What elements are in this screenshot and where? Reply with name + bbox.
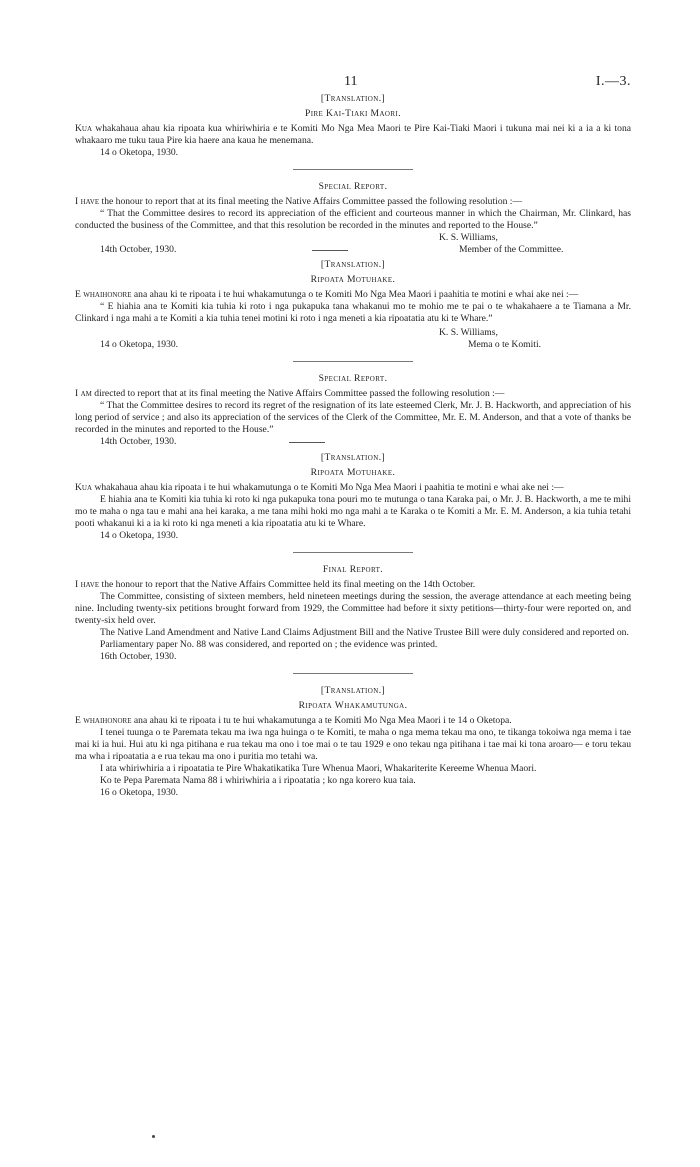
date-text: 14th October, 1930. (100, 244, 177, 255)
section-title: Ripoata Motuhake. (310, 274, 396, 285)
stray-mark (152, 1135, 155, 1138)
body-paragraph: Parliamentary paper No. 88 was considered, and reported on ; the evidence was printed. (100, 639, 438, 650)
signatory-role: Member of the Committee. (459, 244, 564, 255)
section-special-report-chairman (75, 181, 631, 256)
date-line (75, 651, 631, 663)
body-paragraph: E hiahia ana te Komiti kia tuhia ki roto ki nga pukapuka tona pouri mo te mutunga o tana Karaka pai, o Mr. J. B. Hackworth, a me te mihi mo te maha o nga tau e mahi ana hei karaka, a me tana mihi hoki mo nga mahi a te Karaka o te Komiti a Mr. E. M. Anderson, a kia tuhia tetahi pooti whakanui ki a ia ki roto ki nga meneti a kia ripoatatia atu ki te Whare. (75, 494, 631, 529)
opening-paragraph (75, 482, 631, 494)
lead-word: E whaihonore (75, 289, 132, 300)
translation-tag: [Translation.] (320, 452, 386, 463)
resolution-quote: “ E hiahia ana te Komiti kia tuhia ki roto i nga pukapuka tana whakanui mo te mohio me te pai o te whakahaere a te Tiamana a Mr. Clinkard i nga mahi a te Komiti a kia tuhia tenei motini ki roto i nga meneti a kia ripoatatia atu ki te Whare.” (75, 301, 631, 324)
section-separator (293, 673, 413, 674)
paragraph-text: whakahaua ahau kia ripoata kua whiriwhiria e te Komiti Mo Nga Mea Maori te Pire Kai-Tiaki Maori i tukuna mai nei ki a ia a ki tona whakaaro me tuku taua Pire kia haere ana kaua he menemana. (75, 123, 631, 146)
lead-word: I have (75, 579, 100, 590)
signatory-name: K. S. Williams, (439, 327, 498, 338)
section-title: Ripoata Motuhake. (310, 467, 396, 478)
resolution-quote: “ That the Committee desires to record its regret of the resignation of its late esteemed Clerk, Mr. J. B. Hackworth, and appreciation of his long period of service ; and also its appreciation of the services of the Clerk of the Committee, Mr. E. M. Anderson, and that a vote of thanks be recorded in the minutes and reported to the House.” (75, 400, 631, 435)
page-number: 11 (344, 74, 358, 89)
translation-tag: [Translation.] (320, 93, 386, 104)
translation-tag: [Translation.] (320, 685, 386, 696)
document-reference: I.—3. (595, 74, 631, 89)
opening-paragraph (75, 388, 631, 400)
date-line (75, 147, 631, 159)
opening-paragraph (75, 196, 631, 208)
paragraph-text: ana ahau ki te ripoata i tu te hui whakamutunga a te Komiti Mo Nga Mea Maori i te 14 o Oketopa. (131, 715, 512, 726)
document-body (75, 93, 631, 799)
translation-tag: [Translation.] (320, 259, 386, 270)
signature-name-line (75, 327, 631, 339)
lead-word: I am (75, 388, 92, 399)
lead-word: Kua (75, 123, 93, 134)
paragraph-text: the honour to report that the Native Affairs Committee held its final meeting on the 14th October. (99, 579, 476, 590)
date-signature-line (75, 244, 631, 256)
short-rule (289, 442, 325, 443)
section-separator (293, 361, 413, 362)
section-title: Ripoata Whakamutunga. (298, 700, 408, 711)
paragraph-text: whakahaua ahau kia ripoata i te hui whakamutunga o te Komiti Mo Nga Mea Maori i paahitia te motini e whai ake nei :— (92, 482, 564, 493)
paragraph-text: directed to report that at its final meeting the Native Affairs Committee passed the following resolution :— (91, 388, 505, 399)
body-paragraph: The Committee, consisting of sixteen members, held nineteen meetings during the session, the average attendance at each meeting being nine. Including twenty-six petitions brought forward from 1929, the Committee had before it sixty petitions—thirty-four were reported on, and twenty-six held over. (75, 591, 631, 626)
section-title: Final Report. (322, 564, 384, 575)
section-separator (293, 169, 413, 170)
lead-word: Kua (75, 482, 93, 493)
date-text: 14 o Oketopa, 1930. (100, 339, 179, 350)
body-paragraph: I tenei tuunga o te Paremata tekau ma iwa nga huinga o te Komiti, te maha o nga mema tekau ma ono, te tikanga tokoiwa nga mema i tae mai ki ia hui. Hui atu ki nga pitihana e rua tekau ma ono i toe mai o te tau 1929 e ono tekau nga pitihana i tae mai ki tona aroaro— e toru tekau ma wha i ripoatatia a e rua tekau ma ono i puritia mo tetahi wa. (75, 727, 631, 762)
body-paragraph: Ko te Pepa Paremata Nama 88 i whiriwhiria a i ripoatatia ; ko nga korero kua taia. (100, 775, 416, 786)
opening-paragraph (75, 715, 631, 727)
date-line (75, 530, 631, 542)
paragraph-text: ana ahau ki te ripoata i te hui whakamutunga o te Komiti Mo Nga Mea Maori i paahitia te motini e whai ake nei :— (131, 289, 579, 300)
section-separator (293, 552, 413, 553)
signatory-name: K. S. Williams, (439, 232, 498, 243)
section-motuhake-translation-1 (75, 259, 631, 351)
body-paragraph: I ata whiriwhiria a i ripoatatia te Pire Whakatikatika Ture Whenua Maori, Whakariterite Kereeme Whenua Maori. (100, 763, 537, 774)
section-title: Pire Kai-Tiaki Maori. (305, 108, 401, 119)
body-paragraph: The Native Land Amendment and Native Land Claims Adjustment Bill and the Native Trustee Bill were duly considered and reported on. (100, 627, 629, 638)
lead-word: I have (75, 196, 100, 207)
section-title: Special Report. (318, 181, 388, 192)
date-text: 14 o Oketopa, 1930. (100, 147, 179, 158)
short-rule (312, 250, 348, 251)
signatory-role: Mema o te Komiti. (468, 339, 542, 350)
opening-paragraph (75, 123, 631, 147)
section-whakamutunga-translation (75, 685, 631, 799)
opening-paragraph (75, 289, 631, 301)
page-header (75, 74, 631, 90)
date-text: 16 o Oketopa, 1930. (100, 787, 179, 798)
paragraph-text: the honour to report that at its final meeting the Native Affairs Committee passed the following resolution :— (99, 196, 523, 207)
date-text: 14 o Oketopa, 1930. (100, 530, 179, 541)
date-line (75, 436, 631, 448)
section-title: Special Report. (318, 373, 388, 384)
lead-word: E whaihonore (75, 715, 132, 726)
date-text: 14th October, 1930. (100, 436, 177, 447)
section-motuhake-translation-2 (75, 452, 631, 542)
opening-paragraph (75, 579, 631, 591)
signature-name-line (75, 232, 631, 244)
section-final-report (75, 564, 631, 663)
date-text: 16th October, 1930. (100, 651, 177, 662)
resolution-quote: “ That the Committee desires to record its appreciation of the efficient and courteous manner in which the Chairman, Mr. Clinkard, has conducted the business of the Committee, and that this resolution be recorded in the minutes and reported to the House.” (75, 208, 631, 231)
date-line (75, 787, 631, 799)
section-special-report-clerk (75, 373, 631, 448)
date-signature-line (75, 339, 631, 351)
section-kai-tiaki-translation (75, 93, 631, 159)
